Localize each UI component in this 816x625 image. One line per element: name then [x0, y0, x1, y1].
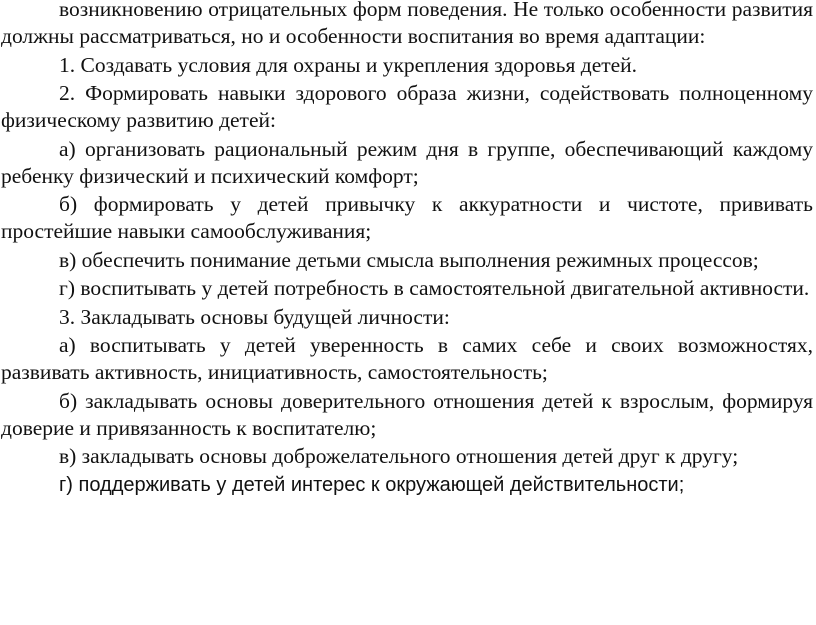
- paragraph-item-3v: в) закладывать основы доброжелательного отношения детей друг к другу;: [59, 444, 739, 468]
- paragraph-item-1: 1. Создавать условия для охраны и укрепления здоровья детей.: [59, 52, 638, 77]
- paragraph-item-2v: в) обеспечить понимание детьми смысла выполнения режимных процессов;: [59, 247, 759, 272]
- paragraph-item-3a: а) воспитывать у детей уверенность в самих себе и своих возможностях, развивать активность, инициативность, самостоятельность;: [1, 333, 813, 384]
- paragraph-item-3b: б) закладывать основы доверительного отношения детей к взрослым, формируя доверие и привязанность к воспитателю;: [1, 388, 813, 440]
- paragraph-item-2a: а) организовать рациональный режим дня в группе, обеспечивающий каждому ребенку физический и психический комфорт;: [1, 136, 813, 188]
- paragraph-item-2: 2. Формировать навыки здорового образа жизни, содействовать полноценному физическому развитию детей:: [1, 81, 813, 132]
- paragraph-item-3g: г) поддерживать у детей интерес к окружающей действительности;: [59, 474, 685, 496]
- paragraph-item-3: 3. Закладывать основы будущей личности:: [59, 304, 450, 329]
- paragraph-intro: возникновению отрицательных форм поведения. Не только особенности развития должны рассматриваться, но и особенности воспитания во время адаптации:: [1, 0, 813, 48]
- paragraph-item-2b: б) формировать у детей привычку к аккуратности и чистоте, прививать простейшие навыки самообслуживания;: [1, 192, 813, 243]
- paragraph-item-2g: г) воспитывать у детей потребность в самостоятельной двигательной активности.: [59, 276, 810, 300]
